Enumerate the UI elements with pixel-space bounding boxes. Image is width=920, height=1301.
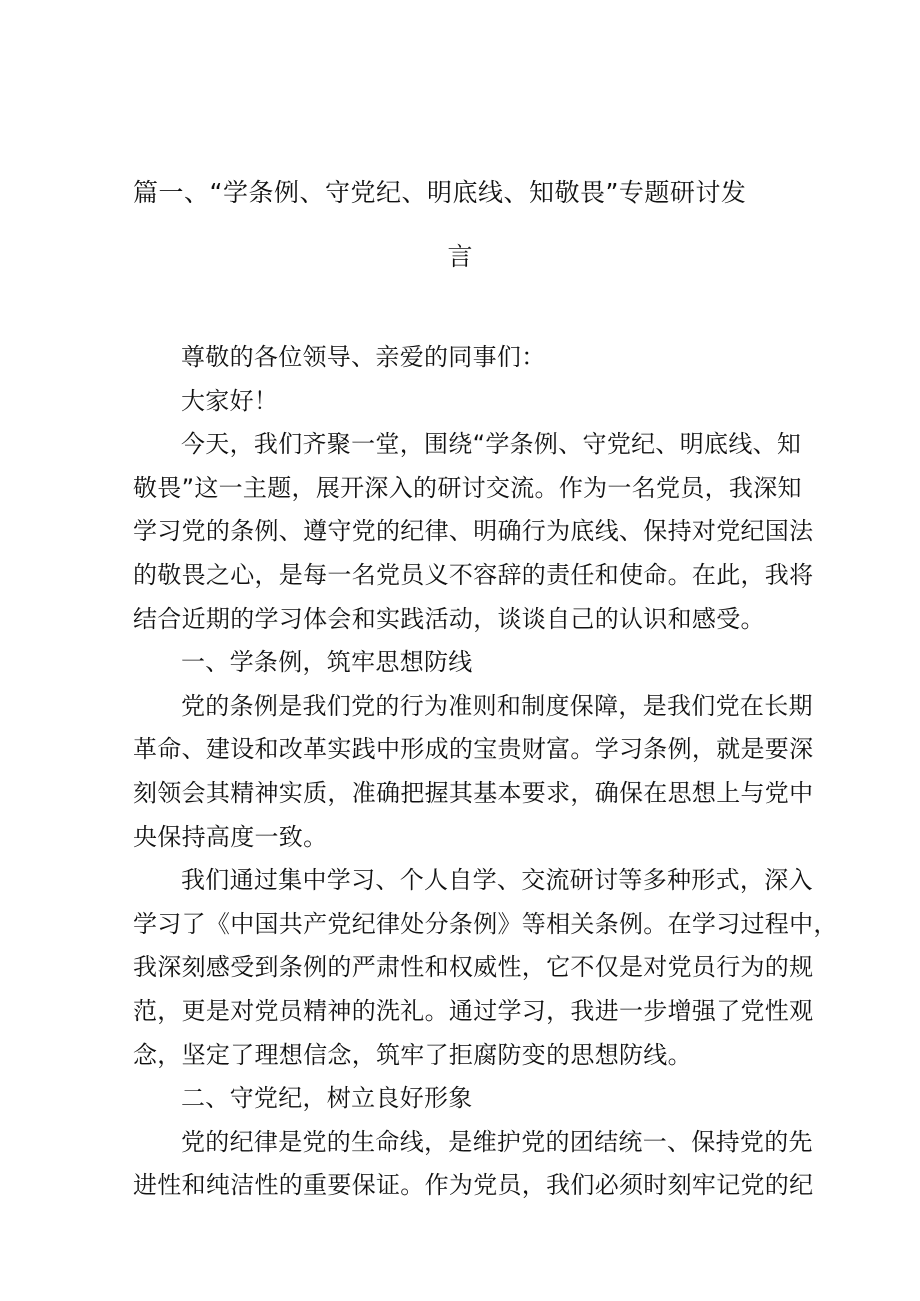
text-line: 刻领会其精神实质，准确把握其基本要求，确保在思想上与党中 xyxy=(133,778,814,807)
text-line: 学习党的条例、遵守党的纪律、明确行为底线、保持对党纪国法 xyxy=(133,517,814,546)
text-line: 学习了《中国共产党纪律处分条例》等相关条例。在学习过程中， xyxy=(133,909,838,938)
text-line: 今天，我们齐聚一堂，围绕“学条例、守党纪、明底线、知 xyxy=(181,430,802,459)
text-line: 进性和纯洁性的重要保证。作为党员，我们必须时刻牢记党的纪 xyxy=(133,1171,814,1200)
text-line: 范，更是对党员精神的洗礼。通过学习，我进一步增强了党性观 xyxy=(133,996,814,1025)
text-line: 央保持高度一致。 xyxy=(133,822,328,851)
text-line: 尊敬的各位领导、亲爱的同事们： xyxy=(181,343,546,371)
text-line: 我们通过集中学习、个人自学、交流研讨等多种形式，深入 xyxy=(181,866,813,895)
document-title-continuation: 言 xyxy=(447,242,473,271)
text-line: 的敬畏之心，是每一名党员义不容辞的责任和使命。在此，我将 xyxy=(133,560,814,589)
text-line: 念，坚定了理想信念，筑牢了拒腐防变的思想防线。 xyxy=(133,1040,692,1069)
text-line: 党的条例是我们党的行为准则和制度保障，是我们党在长期 xyxy=(181,691,813,720)
text-line: 敬畏”这一主题，展开深入的研讨交流。作为一名党员，我深知 xyxy=(133,473,802,502)
text-line: 大家好！ xyxy=(181,386,279,415)
text-line: 革命、建设和改革实践中形成的宝贵财富。学习条例，就是要深 xyxy=(133,735,814,764)
text-line: 一、学条例，筑牢思想防线 xyxy=(181,648,473,677)
text-line: 党的纪律是党的生命线，是维护党的团结统一、保持党的先 xyxy=(181,1127,813,1156)
text-line: 结合近期的学习体会和实践活动，谈谈自己的认识和感受。 xyxy=(133,604,765,633)
text-line: 二、守党纪，树立良好形象 xyxy=(181,1084,473,1113)
text-line: 我深刻感受到条例的严肃性和权威性，它不仅是对党员行为的规 xyxy=(133,953,814,982)
document-title: 篇一、“学条例、守党纪、明底线、知敬畏”专题研讨发 xyxy=(133,178,747,207)
document-body xyxy=(133,336,838,1208)
